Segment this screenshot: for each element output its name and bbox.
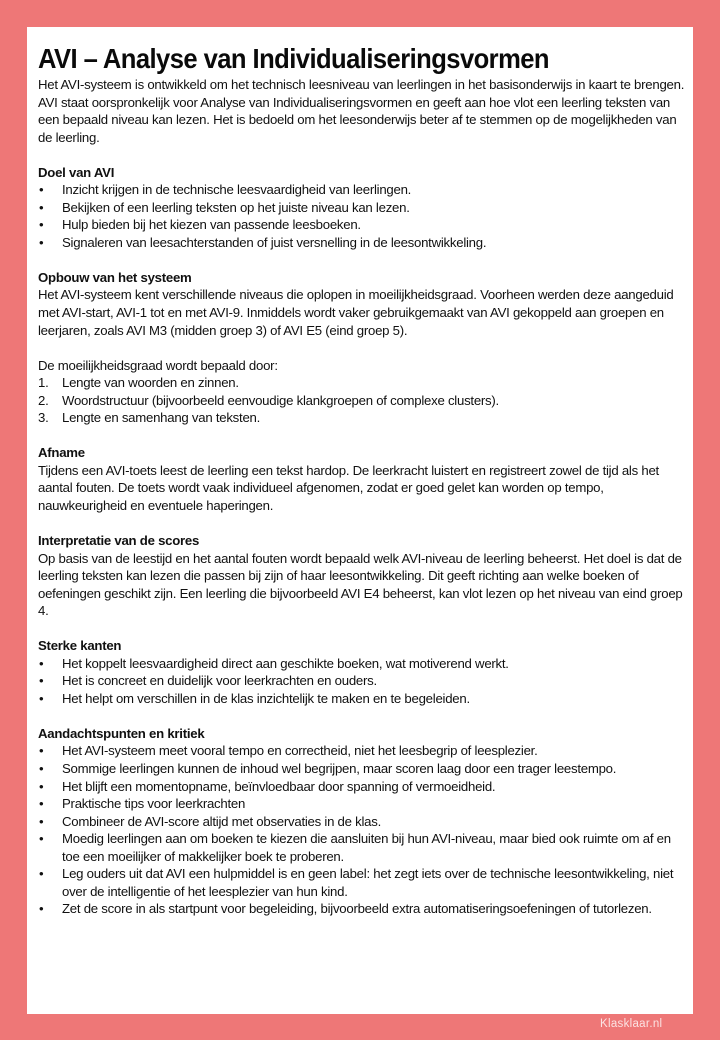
bullet-list bbox=[38, 181, 686, 251]
bullet-icon: • bbox=[39, 778, 44, 794]
list-item bbox=[38, 900, 686, 918]
number-marker: 3. bbox=[38, 410, 49, 426]
bullet-icon: • bbox=[39, 673, 44, 689]
section-afname bbox=[38, 444, 686, 514]
section-paragraph: Op basis van de leestijd en het aantal fouten wordt bepaald welk AVI-niveau de leerling beheerst. Het doel is dat de leerling teksten kan lezen die passen bij zijn of haar leesontwikkeling. Dit geeft richting aan welke boeken of oefeningen geschikt zijn. Een leerling die bijvoorbeeld AVI E4 beheerst, kan vlot lezen op het niveau van eind groep 4. bbox=[38, 550, 683, 619]
list-item-text: Lengte en samenhang van teksten. bbox=[62, 410, 261, 426]
list-item-text: Het koppelt leesvaardigheid direct aan geschikte boeken, wat motiverend werkt. bbox=[62, 655, 509, 671]
bullet-list bbox=[38, 742, 686, 917]
number-marker: 2. bbox=[38, 392, 49, 408]
list-item bbox=[38, 199, 686, 217]
list-item-text: Praktische tips voor leerkrachten bbox=[62, 796, 246, 812]
list-item bbox=[38, 760, 686, 778]
bullet-list bbox=[38, 655, 686, 708]
list-item bbox=[38, 865, 686, 900]
list-item-text: Hulp bieden bij het kiezen van passende leesboeken. bbox=[62, 217, 361, 233]
section-paragraph: Het AVI-systeem kent verschillende niveaus die oplopen in moeilijkheidsgraad. Voorheen werden deze aangeduid met AVI-start, AVI-1 tot en met AVI-9. Inmiddels wordt vaker gebruikgemaakt van AVI gekoppeld aan groepen en leerjaren, zoals AVI M3 (midden groep 3) of AVI E5 (eind groep 5). bbox=[38, 287, 674, 338]
list-item bbox=[38, 655, 686, 673]
brand-watermark: Klasklaar.nl bbox=[600, 1018, 663, 1030]
list-item-text: Woordstructuur (bijvoorbeeld eenvoudige klankgroepen of complexe clusters). bbox=[62, 392, 499, 408]
list-item bbox=[38, 409, 686, 427]
list-item-text: Signaleren van leesachterstanden of juist versnelling in de leesontwikkeling. bbox=[62, 234, 487, 250]
list-item bbox=[38, 813, 686, 831]
list-item bbox=[38, 672, 686, 690]
list-item bbox=[38, 778, 686, 796]
bullet-icon: • bbox=[39, 217, 44, 233]
list-item bbox=[38, 181, 686, 199]
intro-paragraph: Het AVI-systeem is ontwikkeld om het technisch leesniveau van leerlingen in het basisonderwijs in kaart te brengen. AVI staat oorspronkelijk voor Analyse van Individualiseringsvormen en geeft aan hoe vlot een leerling teksten van een bepaald niveau kan lezen. Het is bedoeld om het leesonderwijs beter af te stemmen op de mogelijkheden van de leerling. bbox=[38, 77, 685, 145]
list-item-text: Inzicht krijgen in de technische leesvaardigheid van leerlingen. bbox=[62, 182, 412, 198]
document-content bbox=[38, 44, 686, 918]
bullet-icon: • bbox=[39, 901, 44, 917]
list-item bbox=[38, 216, 686, 234]
section-paragraph: Tijdens een AVI-toets leest de leerling een tekst hardop. De leerkracht luistert en registreert zowel de tijd als het aantal fouten. De toets wordt vaak individueel afgenomen, zodat er goed gelet kan worden op tempo, nauwkeurigheid en eventuele haperingen. bbox=[38, 462, 659, 513]
bullet-icon: • bbox=[39, 831, 44, 847]
list-item-text: Sommige leerlingen kunnen de inhoud wel begrijpen, maar scoren laag door een trager leestempo. bbox=[62, 761, 617, 776]
bullet-icon: • bbox=[39, 199, 44, 215]
list-item-text: Het blijft een momentopname, beïnvloedbaar door spanning of vermoeidheid. bbox=[62, 778, 496, 794]
bullet-icon: • bbox=[39, 866, 44, 882]
list-item bbox=[38, 830, 686, 865]
list-item bbox=[38, 795, 686, 813]
section-heading: Aandachtspunten en kritiek bbox=[38, 725, 205, 741]
bullet-icon: • bbox=[39, 234, 44, 250]
bullet-icon: • bbox=[39, 796, 44, 812]
section-heading: Doel van AVI bbox=[38, 164, 115, 180]
list-item bbox=[38, 392, 686, 410]
list-item-text: Combineer de AVI-score altijd met observaties in de klas. bbox=[62, 813, 382, 829]
section-heading: Sterke kanten bbox=[38, 638, 122, 654]
list-item bbox=[38, 742, 686, 760]
bullet-icon: • bbox=[39, 182, 44, 198]
section-doel bbox=[38, 164, 686, 252]
list-item bbox=[38, 234, 686, 252]
list-item bbox=[38, 690, 686, 708]
list-item-text: Zet de score in als startpunt voor begeleiding, bijvoorbeeld extra automatiseringsoefeningen of tutorlezen. bbox=[62, 901, 652, 917]
section-heading: Afname bbox=[38, 445, 85, 461]
list-item-text: Het helpt om verschillen in de klas inzichtelijk te maken en te begeleiden. bbox=[62, 690, 470, 706]
section-heading: Interpretatie van de scores bbox=[38, 532, 200, 548]
bullet-icon: • bbox=[39, 761, 44, 776]
list-item bbox=[38, 374, 686, 392]
bullet-icon: • bbox=[39, 813, 44, 829]
bullet-icon: • bbox=[39, 690, 44, 706]
list-item-text: Bekijken of een leerling teksten op het juiste niveau kan lezen. bbox=[62, 199, 410, 215]
list-item-text: Het is concreet en duidelijk voor leerkrachten en ouders. bbox=[62, 673, 377, 689]
document-card bbox=[27, 27, 693, 1014]
section-kritiek bbox=[38, 725, 686, 918]
list-item-text: Moedig leerlingen aan om boeken te kiezen die aansluiten bij hun AVI-niveau, maar bied ook ruimte om af en toe een moeilijker of makkelijker boek te proberen. bbox=[62, 831, 671, 864]
section-opbouw bbox=[38, 269, 686, 427]
bullet-icon: • bbox=[39, 743, 44, 759]
bullet-icon: • bbox=[39, 655, 44, 671]
section-interpretatie bbox=[38, 532, 686, 620]
section-heading: Opbouw van het systeem bbox=[38, 269, 192, 285]
sub-intro: De moeilijkheidsgraad wordt bepaald door: bbox=[38, 357, 278, 373]
list-item-text: Leg ouders uit dat AVI een hulpmiddel is en geen label: het zegt iets over de technische leesontwikkeling, niet over de intelligentie of het leesplezier van hun kind. bbox=[62, 866, 674, 899]
list-item-text: Lengte van woorden en zinnen. bbox=[62, 375, 239, 391]
page-title: AVI – Analyse van Individualiseringsvormen bbox=[38, 43, 549, 74]
numbered-list bbox=[38, 374, 686, 427]
section-sterke-kanten bbox=[38, 637, 686, 707]
list-item-text: Het AVI-systeem meet vooral tempo en correctheid, niet het leesbegrip of leesplezier. bbox=[62, 743, 538, 759]
number-marker: 1. bbox=[38, 375, 49, 391]
